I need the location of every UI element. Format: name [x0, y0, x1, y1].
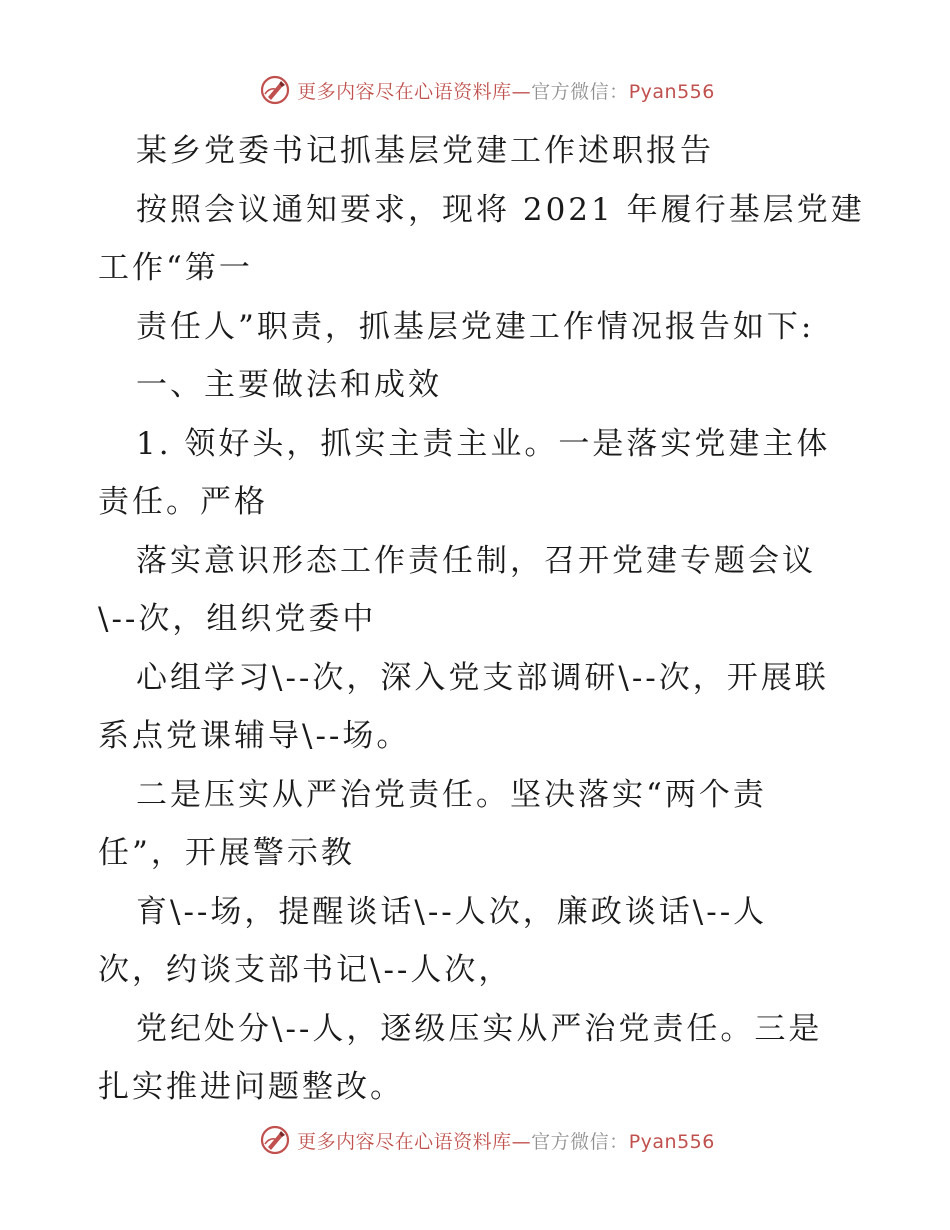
doc-line: 责任。严格 [98, 484, 268, 520]
doc-line: 育\--场，提醒谈话\--人次，廉政谈话\--人 [136, 893, 768, 930]
doc-line: 落实意识形态工作责任制，召开党建专题会议 [136, 542, 816, 579]
doc-line: 系点党课辅导\--场。 [98, 718, 411, 754]
document-body [98, 122, 865, 1117]
section-heading: 一、主要做法和成效 [136, 367, 442, 403]
watermark-banner-bottom [0, 1120, 950, 1160]
doc-line: 任”，开展警示教 [98, 835, 355, 871]
pen-logo-icon [259, 74, 291, 106]
watermark-sub-text: 官方微信： [531, 1130, 629, 1153]
watermark-wechat-id: Pyan556 [628, 80, 715, 103]
watermark-banner-top [0, 70, 950, 110]
watermark-separator: — [511, 1130, 532, 1153]
doc-line: 按照会议通知要求，现将 2021 年履行基层党建 [136, 191, 865, 228]
watermark-main-text: 更多内容尽在心语资料库 [297, 80, 512, 103]
doc-line: 党纪处分\--人，逐级压实从严治党责任。三是 [136, 1010, 823, 1047]
watermark-text [297, 1127, 715, 1154]
doc-title: 某乡党委书记抓基层党建工作述职报告 [136, 133, 714, 169]
doc-line: 工作“第一 [98, 250, 253, 286]
doc-line: 1. 领好头，抓实主责主业。一是落实党建主体 [136, 425, 831, 462]
doc-line: 扎实推进问题整改。 [98, 1069, 404, 1105]
watermark-wechat-id: Pyan556 [628, 1130, 715, 1153]
doc-line: 二是压实从严治党责任。坚决落实“两个责 [136, 776, 767, 813]
doc-line: 责任人”职责，抓基层党建工作情况报告如下: [136, 308, 815, 345]
watermark-text [297, 77, 715, 104]
watermark-content [259, 1124, 715, 1156]
doc-line: \--次，组织党委中 [98, 601, 377, 637]
watermark-main-text: 更多内容尽在心语资料库 [297, 1130, 512, 1153]
watermark-content [259, 74, 715, 106]
pen-logo-icon [259, 1124, 291, 1156]
doc-line: 次，约谈支部书记\--人次， [98, 952, 513, 988]
watermark-separator: — [511, 80, 532, 103]
watermark-sub-text: 官方微信： [531, 80, 629, 103]
doc-line: 心组学习\--次，深入党支部调研\--次，开展联 [136, 659, 829, 696]
